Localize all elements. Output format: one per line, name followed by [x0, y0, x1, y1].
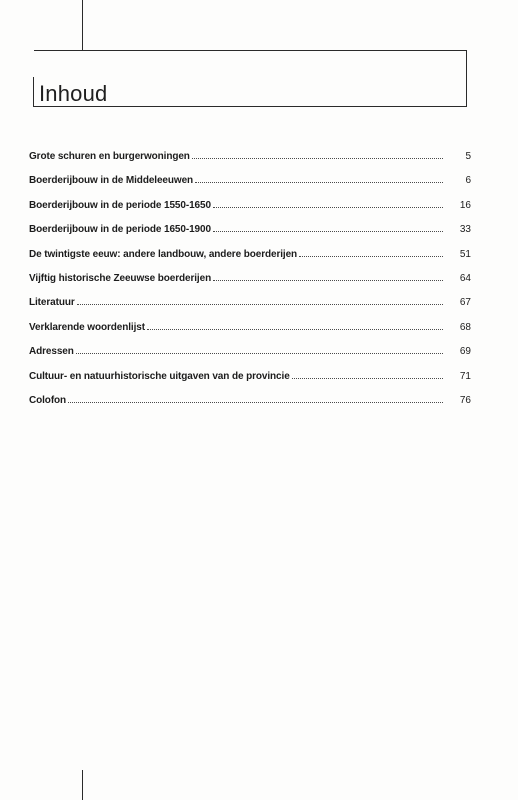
- toc-entry-label: Colofon: [29, 394, 67, 406]
- toc-entry-label: Boerderijbouw in de periode 1550-1650: [29, 199, 211, 211]
- dot-leader: [299, 247, 443, 257]
- toc-entry: [29, 344, 471, 368]
- toc-entry: [29, 393, 471, 417]
- toc-entry: [29, 198, 471, 222]
- dot-leader: [77, 295, 443, 305]
- toc-entry-label: De twintigste eeuw: andere landbouw, andere boerderijen: [29, 248, 298, 260]
- toc-entry-page: 69: [459, 346, 471, 358]
- dot-leader: [192, 149, 443, 159]
- toc-entry-page: 33: [459, 224, 471, 236]
- toc-entry-label: Adressen: [29, 346, 74, 358]
- toc-entry-page: 68: [459, 321, 471, 333]
- toc-entry: [29, 369, 471, 393]
- dot-leader: [147, 320, 443, 330]
- toc-entry: [29, 295, 471, 319]
- toc-entry-page: 16: [459, 199, 471, 211]
- toc-entry: [29, 271, 471, 295]
- toc-entry: [29, 173, 471, 197]
- table-of-contents: [29, 149, 471, 417]
- dot-leader: [213, 222, 443, 232]
- toc-entry-label: Grote schuren en burgerwoningen: [29, 151, 190, 162]
- toc-entry-page: 76: [459, 394, 471, 406]
- toc-entry-label: Verklarende woordenlijst: [29, 321, 145, 333]
- crop-mark-bottom: [82, 770, 83, 800]
- toc-entry: [29, 222, 471, 246]
- toc-entry-page: 64: [459, 272, 471, 284]
- toc-entry: [29, 149, 471, 173]
- toc-entry: [29, 247, 471, 271]
- crop-mark-top: [82, 0, 83, 50]
- page-title: Inhoud: [39, 81, 108, 106]
- dot-leader: [76, 344, 443, 354]
- toc-entry-label: Cultuur- en natuurhistorische uitgaven van de provincie: [29, 370, 290, 382]
- toc-entry-page: 71: [459, 370, 471, 382]
- dot-leader: [195, 173, 443, 183]
- toc-entry-page: 51: [459, 248, 471, 260]
- toc-entry-label: Vijftig historische Zeeuwse boerderijen: [29, 272, 212, 284]
- dot-leader: [292, 369, 443, 379]
- toc-entry-page: 6: [465, 175, 471, 187]
- dot-leader: [213, 271, 443, 281]
- toc-entry-label: Boerderijbouw in de Middeleeuwen: [29, 175, 194, 187]
- toc-entry-page: 67: [459, 297, 471, 309]
- dot-leader: [68, 393, 443, 403]
- toc-entry-label: Boerderijbouw in de periode 1650-1900: [29, 224, 211, 236]
- toc-entry-page: 5: [465, 151, 471, 162]
- dot-leader: [213, 198, 443, 208]
- toc-entry: [29, 320, 471, 344]
- toc-entry-label: Literatuur: [29, 297, 75, 309]
